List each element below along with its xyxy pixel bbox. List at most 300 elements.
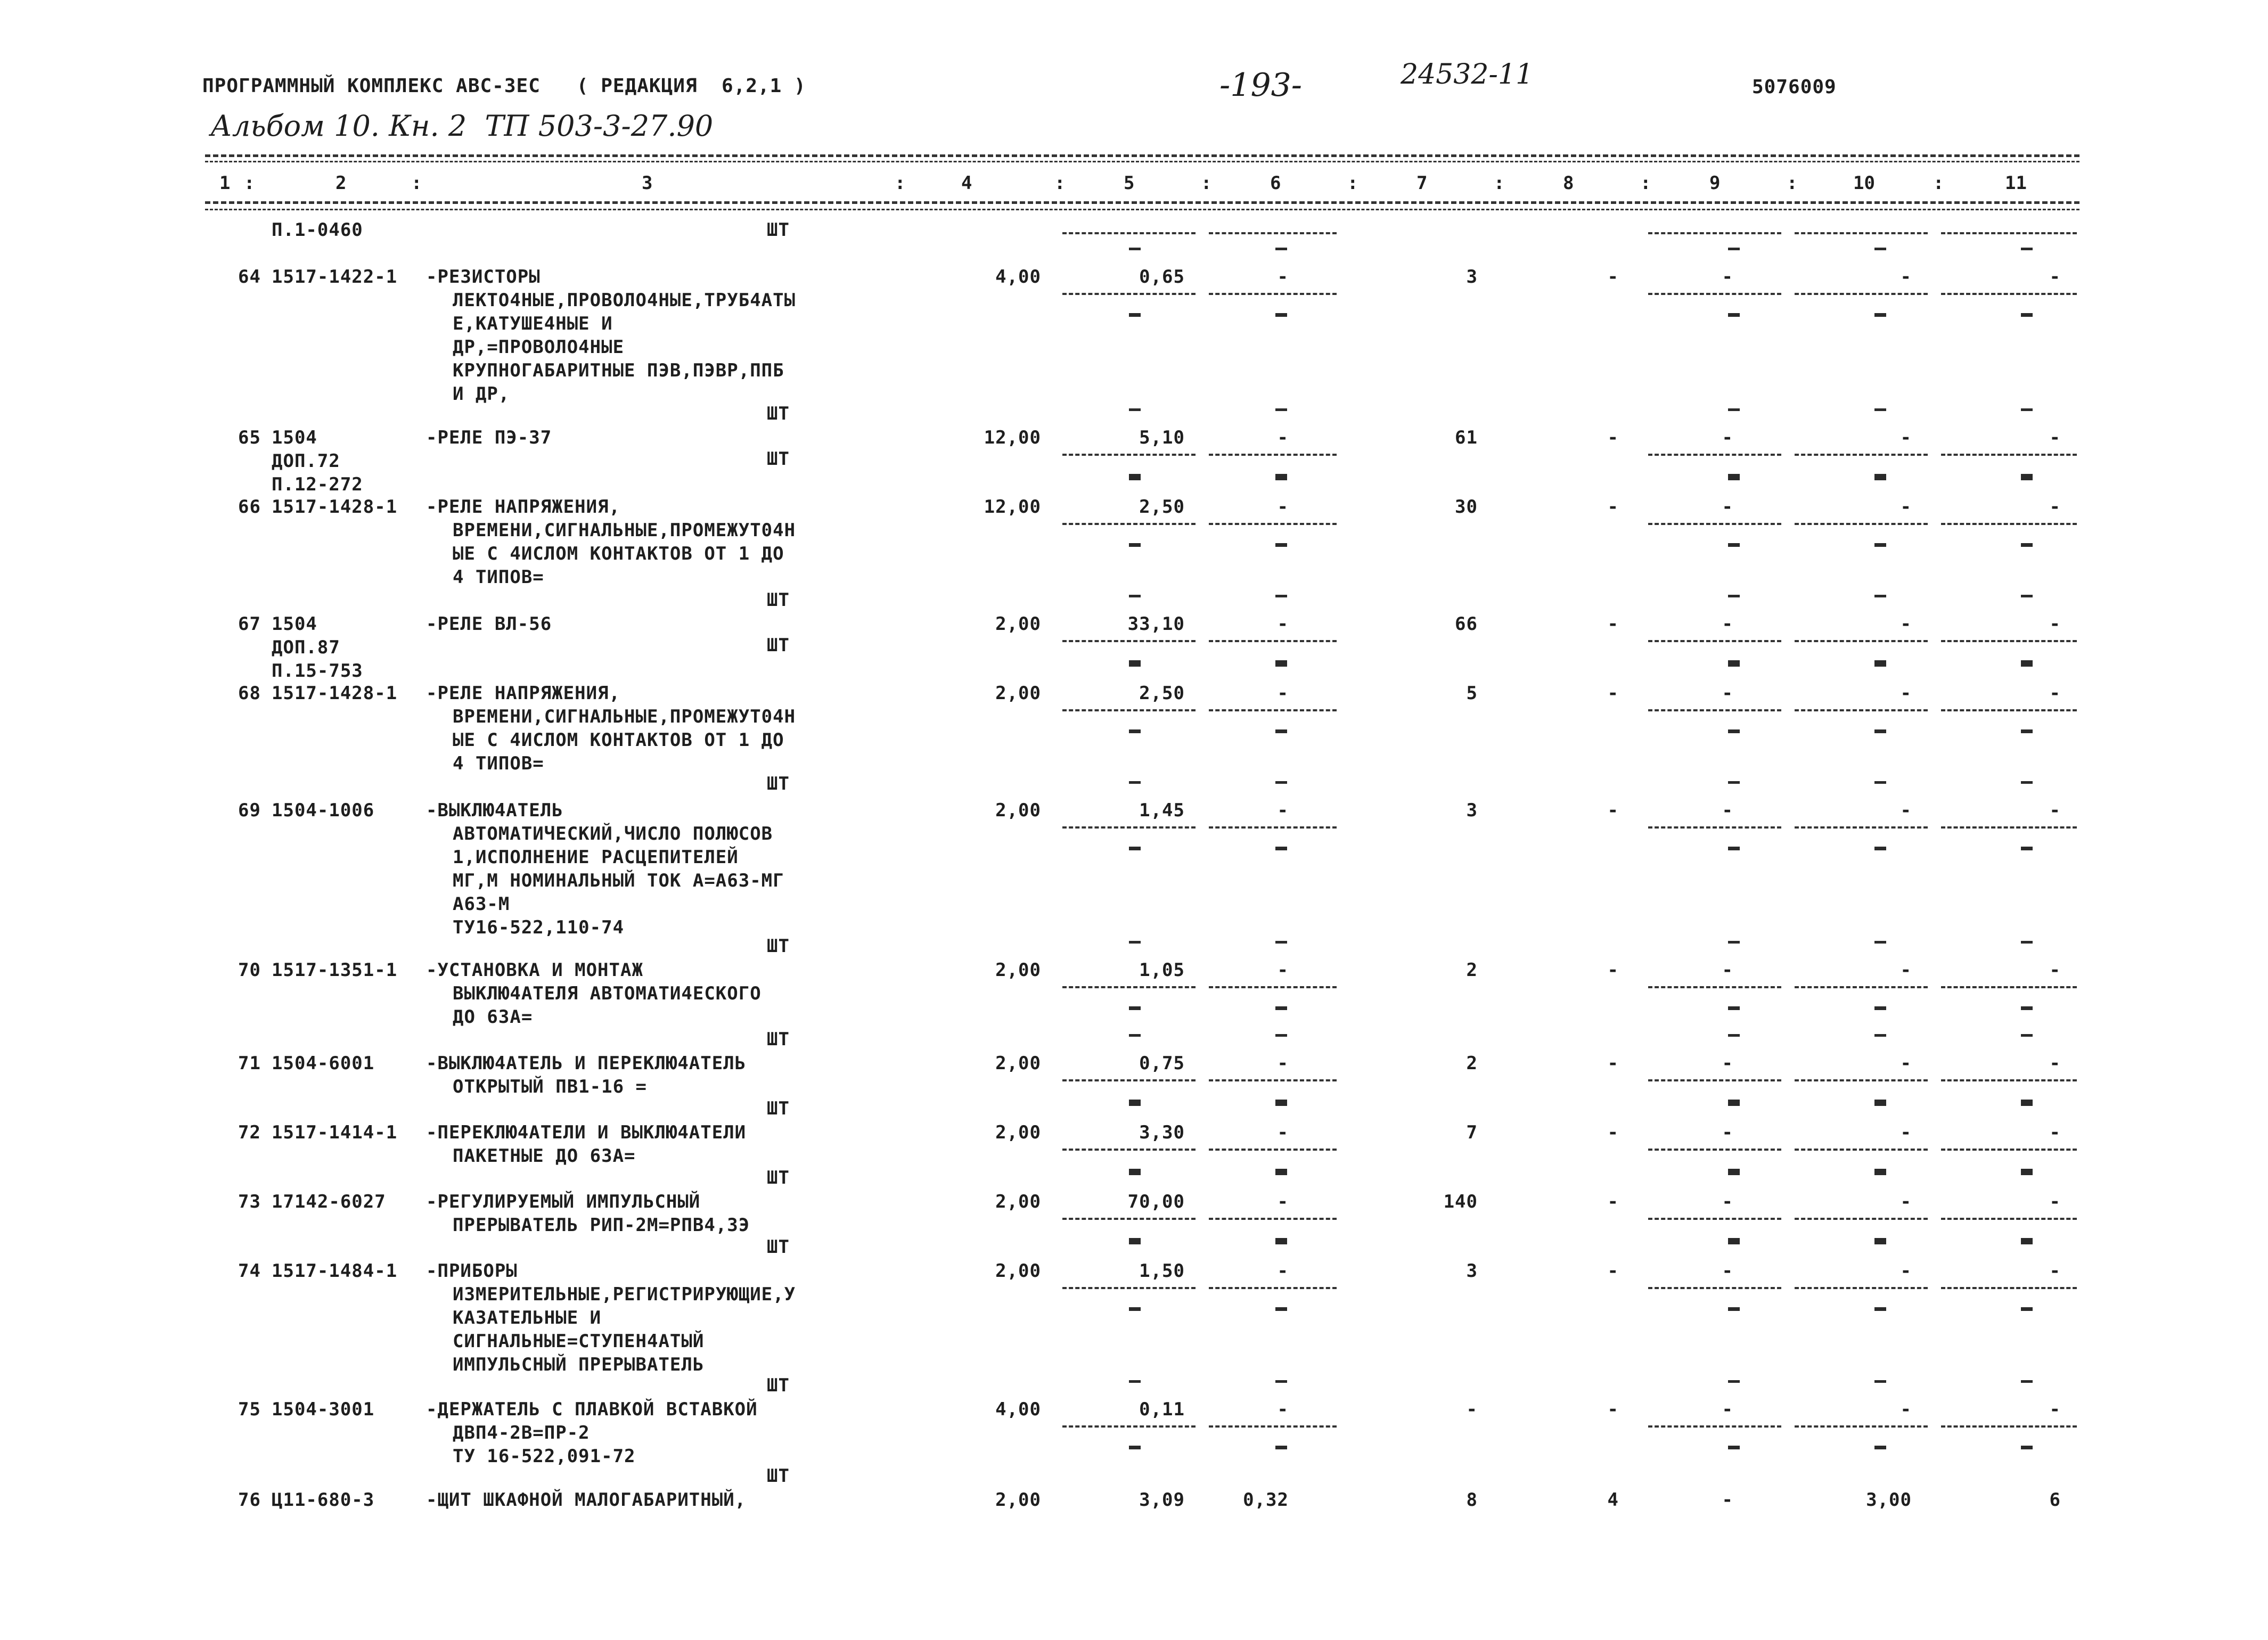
row-value-c4: 2,00 — [995, 960, 1041, 981]
row-description-line: КРУПНОГАБАРИТНЫЕ ПЭВ,ПЭВР,ППБ — [453, 360, 784, 381]
row-value-c5: 0,65 — [1139, 266, 1185, 288]
row-description-line: Е,КАТУШЕ4НЫЕ И — [453, 313, 613, 334]
row-underline — [1941, 1287, 2077, 1289]
row-top-dash — [1874, 408, 1886, 411]
row-code: 1504-6001 — [272, 1053, 375, 1074]
row-description-line: ПРЕРЫВАТЕЛЬ РИП-2М=РПВ4,3Э — [453, 1215, 750, 1236]
row-underline — [1648, 826, 1781, 829]
row-description-line: СИГНАЛЬНЫЕ=СТУПЕН4АТЫЙ — [453, 1331, 705, 1352]
row-description-line: -ДЕРЖАТЕЛЬ С ПЛАВКОЙ ВСТАВКОЙ — [426, 1399, 758, 1420]
row-underline — [1648, 523, 1781, 525]
row-description-line: ИЗМЕРИТЕЛЬНЫЕ,РЕГИСТРИРУЮЩИЕ,У — [453, 1284, 796, 1305]
row-description-line: А63-М — [453, 893, 510, 915]
row-sub-dash — [1275, 1238, 1287, 1242]
row-underline — [1209, 826, 1337, 829]
row-top-dash — [1728, 1103, 1740, 1106]
row-value-c10: - — [1900, 496, 1912, 518]
row-underline — [1209, 454, 1337, 456]
table-top-rule-2 — [205, 161, 2079, 162]
row-description-line: ДВП4-2В=ПР-2 — [453, 1422, 590, 1444]
row-value-c10: - — [1900, 960, 1912, 981]
row-value-c11: - — [2049, 496, 2061, 518]
row-top-dash — [1275, 941, 1287, 944]
row-value-c10: - — [1900, 1399, 1912, 1420]
row-underline — [1648, 293, 1781, 295]
col-sep: : — [1787, 173, 1798, 194]
row-top-dash — [1728, 941, 1740, 944]
row-description-line: -ПЕРЕКЛЮ4АТЕЛИ И ВЫКЛЮ4АТЕЛИ — [426, 1122, 747, 1143]
row-value-c6: - — [1277, 1053, 1289, 1074]
row-sub-dash — [1874, 474, 1886, 478]
row-top-dash — [1275, 1034, 1287, 1037]
row-code-2: ДОП.72 — [272, 450, 340, 472]
row-sub-dash — [1275, 543, 1287, 547]
row-value-c7: 2 — [1466, 960, 1478, 981]
row-unit: ШТ — [767, 1375, 790, 1396]
row-number: 71 — [238, 1053, 261, 1074]
row-sub-dash — [2021, 1238, 2033, 1242]
row-underline — [1648, 1149, 1781, 1151]
row-sub-dash — [2021, 1307, 2033, 1311]
row-value-c10: - — [1900, 1053, 1912, 1074]
row-top-dash — [2021, 1172, 2033, 1175]
table-header-bottom-rule-2 — [205, 209, 2079, 210]
row-sub-dash — [1129, 313, 1141, 317]
row-value-c11: - — [2049, 683, 2061, 704]
table-row — [0, 958, 2268, 1029]
row-value-c5: 3,09 — [1139, 1489, 1185, 1511]
row-top-dash — [1129, 595, 1141, 597]
row-top-dash — [2021, 478, 2033, 480]
row-top-dash — [1874, 1172, 1886, 1175]
row-underline — [1941, 1079, 2077, 1081]
row-code: 1517-1351-1 — [272, 960, 398, 981]
row-top-dash — [1275, 595, 1287, 597]
row-top-dash — [1129, 1242, 1141, 1244]
col-sep: : — [1347, 173, 1358, 194]
row-code: Ц11-680-3 — [272, 1489, 375, 1511]
row-value-c9: - — [1722, 1489, 1733, 1511]
row-underline — [1209, 1425, 1337, 1428]
row-value-c8: - — [1607, 613, 1619, 635]
row-top-dash — [1874, 781, 1886, 784]
row-underline — [1795, 826, 1928, 829]
row-value-c11: - — [2049, 613, 2061, 635]
row-value-c6: - — [1277, 266, 1289, 288]
row-top-dash — [1129, 248, 1141, 250]
row-description-line: ОТКРЫТЫЙ ПВ1-16 = — [453, 1076, 647, 1097]
row-description-line: -РЕЛЕ ВЛ-56 — [426, 613, 552, 635]
row-value-c11: - — [2049, 427, 2061, 448]
row-value-c6: - — [1277, 496, 1289, 518]
row-code: 1504-3001 — [272, 1399, 375, 1420]
row-value-c5: 70,00 — [1127, 1191, 1185, 1212]
row-value-c9: - — [1722, 1191, 1733, 1212]
row-underline — [1648, 454, 1781, 456]
row-value-c6: - — [1277, 800, 1289, 821]
row-top-dash — [1129, 1172, 1141, 1175]
row-description-line: -ВЫКЛЮ4АТЕЛЬ — [426, 800, 563, 821]
row-top-dash — [1129, 1034, 1141, 1037]
row-top-dash — [1874, 1242, 1886, 1244]
row-underline — [1062, 1287, 1196, 1289]
row-value-c7: 66 — [1455, 613, 1478, 635]
row-value-c7: 5 — [1466, 683, 1478, 704]
row-number: 68 — [238, 683, 261, 704]
row-value-c11: - — [2049, 1191, 2061, 1212]
row-description-line: АВТОМАТИЧЕСКИЙ,ЧИСЛО ПОЛЮСОВ — [453, 823, 773, 844]
row-value-c5: 5,10 — [1139, 427, 1185, 448]
row-number: 74 — [238, 1260, 261, 1282]
row-description-line: ВРЕМЕНИ,СИГНАЛЬНЫЕ,ПРОМЕЖУТ04Н — [453, 520, 796, 541]
row-top-dash — [1275, 1242, 1287, 1244]
row-top-dash — [1728, 408, 1740, 411]
row-sub-dash — [1129, 847, 1141, 850]
row-code: 1517-1428-1 — [272, 496, 398, 518]
row-value-c7: 3 — [1466, 1260, 1478, 1282]
row-value-c4: 4,00 — [995, 1399, 1041, 1420]
row-top-dash — [1129, 1380, 1141, 1383]
row-sub-dash — [1728, 1169, 1740, 1172]
row-sub-dash — [1874, 660, 1886, 664]
row-value-c4: 2,00 — [995, 1260, 1041, 1282]
row-underline — [1209, 1287, 1337, 1289]
col-header-11: 11 — [2005, 173, 2027, 194]
row-description-line: -ВЫКЛЮ4АТЕЛЬ И ПЕРЕКЛЮ4АТЕЛЬ — [426, 1053, 747, 1074]
row-underline — [1062, 1079, 1196, 1081]
table-row — [0, 495, 2268, 589]
row-value-c6: - — [1277, 1191, 1289, 1212]
row-sub-dash — [2021, 729, 2033, 733]
row-number: 67 — [238, 613, 261, 635]
row-sub-dash — [1275, 474, 1287, 478]
row-description-line: ЫЕ С 4ИСЛОМ КОНТАКТОВ ОТ 1 ДО — [453, 543, 784, 564]
row-sub-dash — [1728, 847, 1740, 850]
row-number: 66 — [238, 496, 261, 518]
row-underline — [1062, 986, 1196, 988]
row-value-c7: 3 — [1466, 800, 1478, 821]
row-underline — [1062, 1218, 1196, 1220]
row-description-line: МГ,М НОМИНАЛЬНЫЙ ТОК А=А63-МГ — [453, 870, 784, 891]
row-value-c4: 2,00 — [995, 683, 1041, 704]
row-value-c9: - — [1722, 1399, 1733, 1420]
row-underline — [1941, 523, 2077, 525]
col-header-4: 4 — [961, 173, 972, 194]
row-sub-dash — [1129, 729, 1141, 733]
row-top-dash — [1728, 478, 1740, 480]
row-underline — [1648, 1218, 1781, 1220]
row-value-c9: - — [1722, 800, 1733, 821]
row-sub-dash — [1728, 660, 1740, 664]
row-code: 17142-6027 — [272, 1191, 386, 1212]
row-top-dash — [1728, 595, 1740, 597]
row-underline — [1795, 1425, 1928, 1428]
row-sub-dash — [1275, 1006, 1287, 1010]
row-underline — [1062, 1425, 1196, 1428]
doc-code: 24532-11 — [1401, 59, 1534, 91]
row-sub-dash — [1275, 1307, 1287, 1311]
row-description-line: -РЕЛЕ НАПРЯЖЕНИЯ, — [426, 496, 620, 518]
row-value-c5: 1,45 — [1139, 800, 1185, 821]
row-top-dash — [2021, 408, 2033, 411]
row-value-c6: - — [1277, 1399, 1289, 1420]
row-top-dash — [1728, 781, 1740, 784]
row-unit: ШТ — [767, 936, 790, 957]
row-underline — [1209, 709, 1337, 711]
row-number: 69 — [238, 800, 261, 821]
row-top-dash — [1129, 781, 1141, 784]
row-top-dash — [2021, 1242, 2033, 1244]
row-number: 76 — [238, 1489, 261, 1511]
row-value-c8: 4 — [1607, 1489, 1619, 1511]
col-sep: : — [1494, 173, 1505, 194]
row-description-line: ЫЕ С 4ИСЛОМ КОНТАКТОВ ОТ 1 ДО — [453, 729, 784, 751]
row-value-c9: - — [1722, 960, 1733, 981]
row-underline — [1648, 1079, 1781, 1081]
row-sub-dash — [1129, 660, 1141, 664]
row-sub-dash — [1129, 1307, 1141, 1311]
table-row — [0, 1190, 2268, 1237]
row-value-c5: 1,05 — [1139, 960, 1185, 981]
row-top-dash — [1129, 664, 1141, 667]
row-value-c8: - — [1607, 266, 1619, 288]
row-underline — [1209, 986, 1337, 988]
row-sub-dash — [2021, 543, 2033, 547]
row-underline — [1062, 640, 1196, 642]
row-value-c11: - — [2049, 1122, 2061, 1143]
row-description-line: 4 ТИПОВ= — [453, 753, 544, 774]
row-value-c7: 30 — [1455, 496, 1478, 518]
row-code: 1504 — [272, 613, 317, 635]
row-sub-dash — [1275, 1169, 1287, 1172]
row-underline — [1648, 640, 1781, 642]
col-header-3: 3 — [642, 173, 653, 194]
row-underline — [1062, 709, 1196, 711]
row-sub-dash — [1275, 1100, 1287, 1103]
row-sub-dash — [1275, 1446, 1287, 1449]
row-number: 72 — [238, 1122, 261, 1143]
row-value-c9: - — [1722, 613, 1733, 635]
row-value-c8: - — [1607, 1053, 1619, 1074]
row-top-dash — [2021, 248, 2033, 250]
col-sep: : — [1201, 173, 1212, 194]
row-underline — [1795, 1079, 1928, 1081]
row-value-c6: - — [1277, 613, 1289, 635]
row-value-c10: - — [1900, 800, 1912, 821]
row-underline — [1795, 986, 1928, 988]
col-header-8: 8 — [1563, 173, 1574, 194]
row-value-c8: - — [1607, 496, 1619, 518]
row-underline — [1062, 826, 1196, 829]
row-top-dash — [1728, 664, 1740, 667]
row-underline — [1795, 709, 1928, 711]
top-underline-9 — [1648, 232, 1781, 234]
row-underline — [1209, 293, 1337, 295]
row-code: 1517-1414-1 — [272, 1122, 398, 1143]
table-row — [0, 1052, 2268, 1098]
table-header-bottom-rule — [205, 201, 2079, 204]
row-value-c10: - — [1900, 1122, 1912, 1143]
row-top-dash — [1874, 248, 1886, 250]
row-description-line: И ДР, — [453, 383, 510, 405]
row-top-dash — [1728, 1172, 1740, 1175]
row-top-dash — [1275, 1103, 1287, 1106]
table-row — [0, 799, 2268, 939]
row-description-line: 4 ТИПОВ= — [453, 567, 544, 588]
row-description-line: КАЗАТЕЛЬНЫЕ И — [453, 1307, 602, 1329]
row-value-c4: 2,00 — [995, 1489, 1041, 1511]
row-description-line: -РЕЛЕ НАПРЯЖЕНИЯ, — [426, 683, 620, 704]
row-unit: ШТ — [767, 773, 790, 794]
row-description-line: ЛЕКТО4НЫЕ,ПРОВОЛО4НЫЕ,ТРУБ4АТЫ — [453, 290, 796, 311]
row-sub-dash — [1874, 1307, 1886, 1311]
row-underline — [1941, 1218, 2077, 1220]
row-underline — [1209, 523, 1337, 525]
row-underline — [1795, 523, 1928, 525]
row-code-3: П.12-272 — [272, 474, 363, 495]
row-value-c5: 1,50 — [1139, 1260, 1185, 1282]
row-sub-dash — [1728, 1100, 1740, 1103]
row-description-line: ПАКЕТНЫЕ ДО 63А= — [453, 1145, 636, 1167]
row-value-c8: - — [1607, 1399, 1619, 1420]
row-value-c5: 2,50 — [1139, 683, 1185, 704]
row-underline — [1795, 1149, 1928, 1151]
row-top-dash — [1275, 664, 1287, 667]
row-underline — [1941, 986, 2077, 988]
row-value-c8: - — [1607, 960, 1619, 981]
col-sep: : — [411, 173, 422, 194]
col-header-6: 6 — [1270, 173, 1281, 194]
row-underline — [1648, 1425, 1781, 1428]
row-value-c6: 0,32 — [1243, 1489, 1289, 1511]
row-unit: ШТ — [767, 1029, 790, 1050]
row-value-c4: 12,00 — [984, 496, 1041, 518]
row-underline — [1648, 1287, 1781, 1289]
row-unit: ШТ — [767, 403, 790, 424]
row-value-c7: 140 — [1443, 1191, 1478, 1212]
row-description-line: ИМПУЛЬСНЫЙ ПРЕРЫВАТЕЛЬ — [453, 1354, 705, 1375]
row-value-c8: - — [1607, 1260, 1619, 1282]
table-top-rule — [205, 154, 2079, 157]
row-value-c5: 3,30 — [1139, 1122, 1185, 1143]
row-value-c11: - — [2049, 1053, 2061, 1074]
col-header-2: 2 — [335, 173, 347, 194]
row-description-line: ДР,=ПРОВОЛО4НЫЕ — [453, 337, 625, 358]
row-sub-dash — [1728, 474, 1740, 478]
top-unit: ШТ — [767, 219, 790, 241]
row-value-c5: 0,11 — [1139, 1399, 1185, 1420]
row-top-dash — [1874, 478, 1886, 480]
top-underline-11 — [1941, 232, 2077, 234]
row-sub-dash — [1874, 847, 1886, 850]
row-sub-dash — [1874, 1006, 1886, 1010]
row-value-c9: - — [1722, 496, 1733, 518]
row-value-c4: 4,00 — [995, 266, 1041, 288]
row-description-line: -ПРИБОРЫ — [426, 1260, 518, 1282]
row-underline — [1209, 1079, 1337, 1081]
row-sub-dash — [1874, 1238, 1886, 1242]
col-header-7: 7 — [1417, 173, 1428, 194]
row-sub-dash — [1129, 1006, 1141, 1010]
row-value-c11: 6 — [2049, 1489, 2061, 1511]
row-top-dash — [2021, 1034, 2033, 1037]
col-sep: : — [1640, 173, 1651, 194]
row-top-dash — [1275, 478, 1287, 480]
row-sub-dash — [1728, 313, 1740, 317]
row-underline — [1941, 640, 2077, 642]
row-underline — [1209, 640, 1337, 642]
row-unit: ШТ — [767, 1236, 790, 1258]
top-underline-6 — [1209, 232, 1337, 234]
row-description-line: ВЫКЛЮ4АТЕЛЯ АВТОМАТИ4ЕСКОГО — [453, 983, 762, 1004]
row-description-line: ВРЕМЕНИ,СИГНАЛЬНЫЕ,ПРОМЕЖУТ04Н — [453, 706, 796, 727]
row-underline — [1795, 1287, 1928, 1289]
row-sub-dash — [1275, 313, 1287, 317]
row-number: 73 — [238, 1191, 261, 1212]
row-unit: ШТ — [767, 448, 790, 470]
row-value-c7: - — [1466, 1399, 1478, 1420]
col-sep: : — [1054, 173, 1066, 194]
row-number: 75 — [238, 1399, 261, 1420]
row-value-c6: - — [1277, 1260, 1289, 1282]
row-code: 1517-1484-1 — [272, 1260, 398, 1282]
row-sub-dash — [1129, 1446, 1141, 1449]
page-number: -193- — [1219, 67, 1303, 104]
row-underline — [1941, 1425, 2077, 1428]
row-value-c8: - — [1607, 1191, 1619, 1212]
row-description-line: -РЕЗИСТОРЫ — [426, 266, 541, 288]
row-number: 65 — [238, 427, 261, 448]
row-value-c9: - — [1722, 266, 1733, 288]
row-sub-dash — [2021, 1006, 2033, 1010]
row-top-dash — [1874, 1034, 1886, 1037]
row-value-c4: 2,00 — [995, 613, 1041, 635]
row-top-dash — [1874, 1103, 1886, 1106]
row-value-c10: - — [1900, 427, 1912, 448]
row-underline — [1941, 709, 2077, 711]
row-top-dash — [1275, 408, 1287, 411]
row-top-dash — [1129, 941, 1141, 944]
row-value-c9: - — [1722, 427, 1733, 448]
row-top-dash — [2021, 941, 2033, 944]
col-header-10: 10 — [1853, 173, 1875, 194]
row-value-c8: - — [1607, 683, 1619, 704]
row-description-line: ТУ16-522,110-74 — [453, 917, 625, 938]
row-sub-dash — [1874, 313, 1886, 317]
row-value-c7: 61 — [1455, 427, 1478, 448]
table-row — [0, 1488, 2268, 1512]
col-header-9: 9 — [1709, 173, 1721, 194]
row-value-c10: - — [1900, 683, 1912, 704]
row-underline — [1795, 1218, 1928, 1220]
row-value-c6: - — [1277, 683, 1289, 704]
row-sub-dash — [1874, 543, 1886, 547]
row-description-line: -РЕЛЕ ПЭ-37 — [426, 427, 552, 448]
row-value-c8: - — [1607, 800, 1619, 821]
row-description-line: 1,ИСПОЛНЕНИЕ РАСЦЕПИТЕЛЕЙ — [453, 847, 739, 868]
table-row — [0, 1398, 2268, 1468]
row-value-c11: - — [2049, 1260, 2061, 1282]
row-sub-dash — [2021, 474, 2033, 478]
row-underline — [1209, 1149, 1337, 1151]
row-top-dash — [1728, 248, 1740, 250]
row-top-dash — [2021, 664, 2033, 667]
row-top-dash — [1129, 1103, 1141, 1106]
col-header-5: 5 — [1124, 173, 1135, 194]
row-number: 70 — [238, 960, 261, 981]
row-code: 1517-1428-1 — [272, 683, 398, 704]
row-value-c10: - — [1900, 613, 1912, 635]
